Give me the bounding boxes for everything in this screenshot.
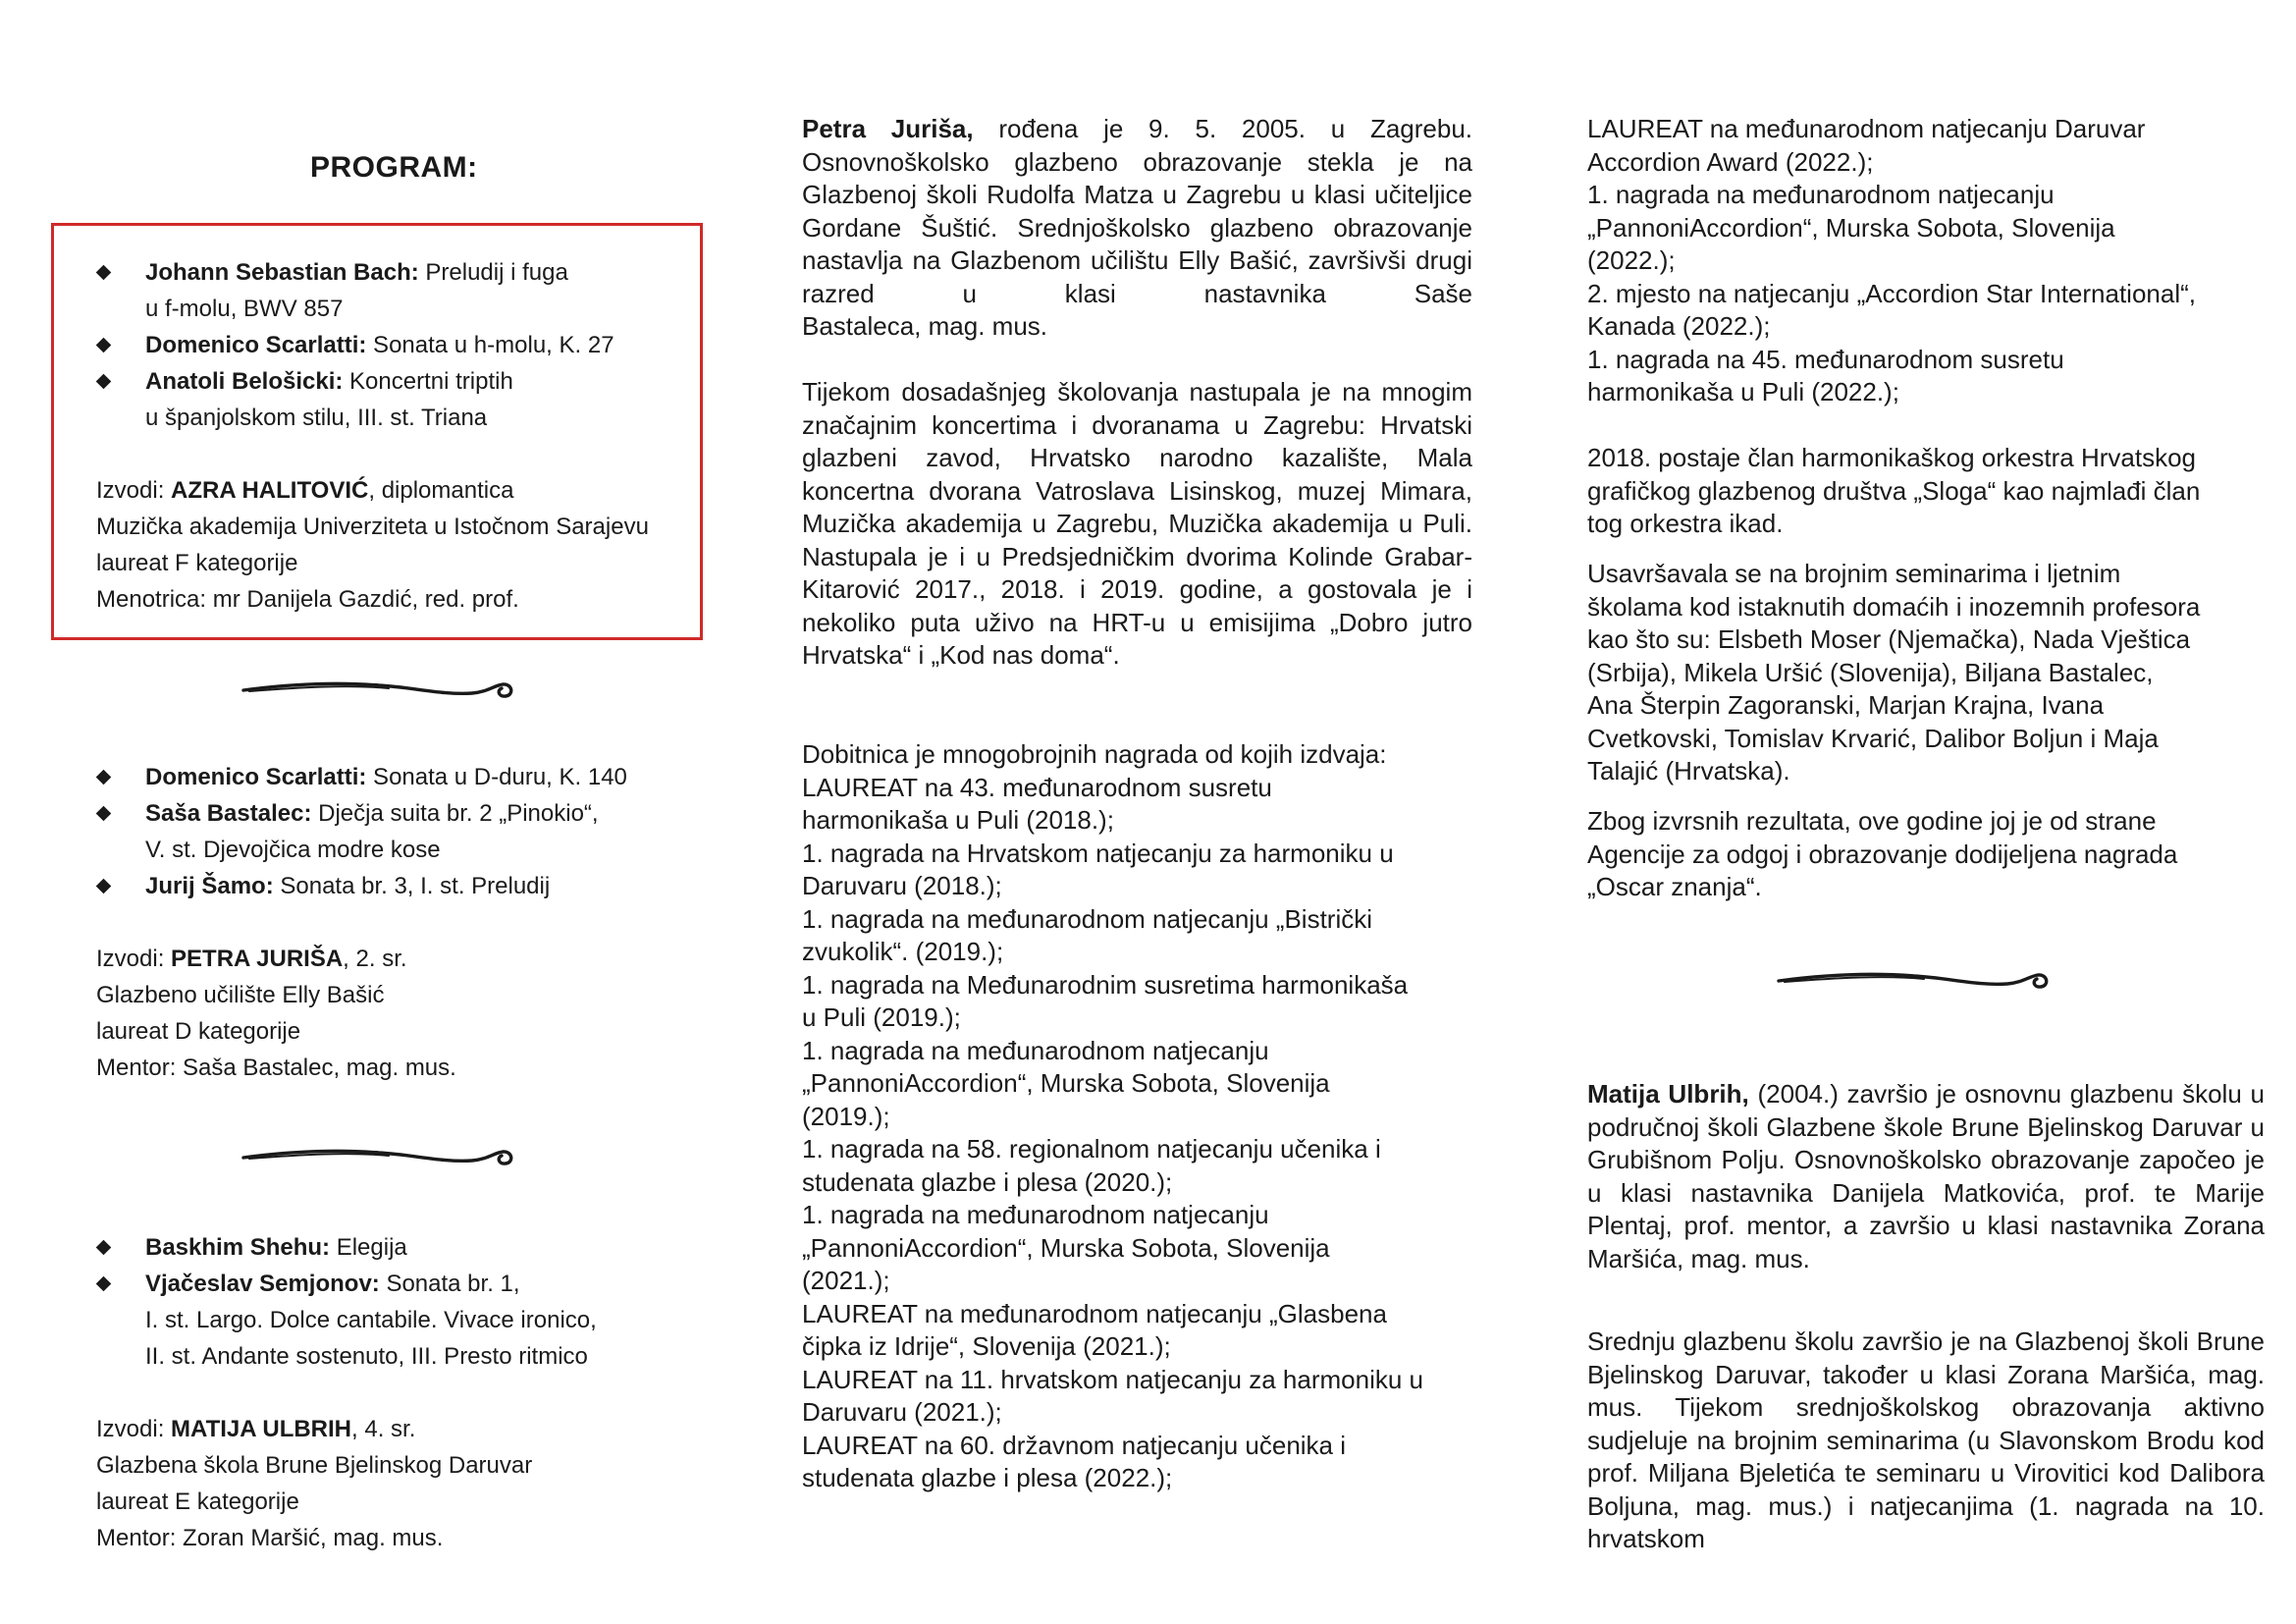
work-title: Sonata br. 3, I. st. Preludij (273, 873, 551, 899)
awards-line: studenata glazbe i plesa (2022.); (802, 1463, 1173, 1492)
performer-school: Glazbeno učilište Elly Bašić (96, 982, 385, 1008)
awards-list (802, 738, 1489, 1495)
performer-mentor: Menotrica: mr Danijela Gazdić, red. prof. (96, 586, 519, 613)
bio-paragraph: Tijekom dosadašnjeg školovanja nastupala je na mnogim značajnim koncertima i dvoranama u Zagrebu: Hrvatski glazbeni zavod, Hrvatsko narodno kazalište, Mala koncertna dvorana Vatroslava Lisinskog, muzej Mimara, Muzička akademija u Zagrebu, Muzička akademija u Puli. Nastupala je i u Predsjedničkim dvorima Kolinde Grabar-Kitarović 2017., 2018. i 2019. godine, a gostovala je i nekoliko puta uživo na HRT-u u emisijima „Dobro jutro Hrvatska“ i „Kod nas doma“. (802, 377, 1472, 670)
performer-mentor: Mentor: Saša Bastalec, mag. mus. (96, 1055, 456, 1081)
awards-line: zvukolik“. (2019.); (802, 937, 1004, 966)
performer-category: laureat F kategorije (96, 550, 298, 576)
performer-line: Izvodi: AZRA HALITOVIĆ, diplomantica (96, 477, 514, 504)
program-piece (96, 1229, 724, 1266)
bio-paragraph: Zbog izvrsnih rezultata, ove godine joj je od strane Agencije za odgoj i obrazovanje dodijeljena nagrada „Oscar znanja“. (1587, 806, 2178, 901)
performer-info (96, 1411, 724, 1556)
work-continuation: I. st. Largo. Dolce cantabile. Vivace ironico, (145, 1307, 597, 1333)
awards-line: LAUREAT na međunarodnom natjecanju Daruvar (1587, 114, 2146, 143)
awards-line: 1. nagrada na Hrvatskom natjecanju za harmoniku u (802, 838, 1394, 868)
performer-category: laureat D kategorije (96, 1018, 301, 1045)
awards-line: Accordion Award (2022.); (1587, 146, 1874, 177)
awards-line: u Puli (2019.); (802, 1002, 961, 1032)
diamond-bullet-icon (96, 879, 112, 894)
performer-category: laureat E kategorije (96, 1489, 299, 1515)
bio-paragraph: Petra Juriša, rođena je 9. 5. 2005. u Zagrebu. Osnovnoškolsko glazbeno obrazovanje stekla je na Glazbenoj školi Rudolfa Matza u Zagrebu u klasi učiteljice Gordane Šuštić. Srednjoškolsko glazbeno obrazovanje nastavlja na Glazbenom učilištu Elly Bašić, završivši drugi razred u klasi nastavnika Saše Bastaleca, mag. mus. (802, 114, 1473, 341)
awards-line: 1. nagrada na 45. međunarodnom susretu (1587, 344, 2064, 374)
work-title: Sonata u h-molu, K. 27 (366, 332, 614, 358)
program-piece (96, 795, 724, 868)
bio-paragraph: Srednju glazbenu školu završio je na Glazbenoj školi Brune Bjelinskog Daruvar, također u klasi Zorana Maršića, mag. mus. Tijekom srednjoškolskog obrazovanja aktivno sudjeluje na brojnim seminarima (u Slavonskom Brodu kod prof. Miljana Bjeletića te seminaru u Virovitici kod Dalibora Boljuna, mag. mus.) i natjecanjima (1. nagrada na 10. hrvatskom (1587, 1326, 2265, 1553)
awards-line: Daruvaru (2018.); (802, 871, 1002, 900)
composer-name: Domenico Scarlatti: (145, 764, 367, 790)
bio-paragraph: Matija Ulbrih, (2004.) završio je osnovnu glazbenu školu u područnoj školi Glazbene škole Brune Bjelinskog Daruvar u Grubišnom Polju. Osnovnoškolsko obrazovanje započeo je u klasi nastavnika Danijela Matkovića, prof. te Marije Plentaj, prof. mentor, a završio u klasi nastavnika Zorana Maršića, mag. mus. (1587, 1079, 2265, 1273)
work-continuation: u f-molu, BWV 857 (145, 296, 344, 322)
awards-list-continued (1587, 113, 2284, 409)
awards-line: (2019.); (802, 1101, 890, 1131)
diamond-bullet-icon (96, 374, 112, 390)
awards-line: Kanada (2022.); (1587, 311, 1771, 341)
awards-line: 1. nagrada na međunarodnom natjecanju (802, 1200, 1269, 1229)
awards-line: harmonikaša u Puli (2022.); (1587, 377, 1899, 406)
ornament-swash-icon (1777, 960, 2052, 1000)
program-block-ulbrih (96, 1229, 724, 1556)
work-continuation: u španjolskom stilu, III. st. Triana (145, 405, 488, 431)
program-piece (96, 327, 724, 363)
bio-paragraph: 2018. postaje član harmonikaškog orkestra Hrvatskog grafičkog glazbenog društva „Sloga“ kao najmlađi član tog orkestra ikad. (1587, 443, 2201, 538)
awards-line: LAUREAT na 43. međunarodnom susretu (802, 772, 1272, 802)
diamond-bullet-icon (96, 265, 112, 281)
awards-line: studenata glazbe i plesa (2020.); (802, 1166, 1173, 1197)
work-title: Sonata br. 1, (379, 1271, 520, 1297)
awards-line: LAUREAT na 60. državnom natjecanju učenika i (802, 1430, 1347, 1460)
performer-line: Izvodi: PETRA JURIŠA, 2. sr. (96, 946, 407, 972)
bio-name: Matija Ulbrih, (1587, 1079, 1749, 1109)
awards-line: (2022.); (1587, 245, 1676, 275)
diamond-bullet-icon (96, 770, 112, 785)
diamond-bullet-icon (96, 1276, 112, 1292)
ornament-swash-icon (241, 1137, 516, 1176)
diamond-bullet-icon (96, 806, 112, 822)
performer-line: Izvodi: MATIJA ULBRIH, 4. sr. (96, 1416, 416, 1442)
awards-line: 2. mjesto na natjecanju „Accordion Star International“, (1587, 278, 2197, 308)
awards-line: Dobitnica je mnogobrojnih nagrada od kojih izdvaja: (802, 739, 1387, 769)
performer-name: PETRA JURIŠA (171, 946, 344, 972)
work-title: Sonata u D-duru, K. 140 (366, 764, 627, 790)
diamond-bullet-icon (96, 338, 112, 353)
composer-name: Vjačeslav Semjonov: (145, 1271, 380, 1297)
composer-name: Anatoli Belošicki: (145, 368, 344, 395)
awards-line: „PannoniAccordion“, Murska Sobota, Slovenija (1587, 212, 2115, 243)
performer-info (96, 941, 724, 1086)
work-title: Koncertni triptih (343, 368, 513, 395)
program-piece (96, 254, 724, 327)
bio-paragraph: Usavršavala se na brojnim seminarima i ljetnim školama kod istaknutih domaćih i inozemnih profesora kao što su: Elsbeth Moser (Njemačka), Nada Vještica (Srbija), Mikela Uršić (Slovenija), Biljana Bastalec, Ana Šterpin Zagoranski, Marjan Krajna, Ivana Cvetkovski, Tomislav Krvarić, Dalibor Boljun i Maja Talajić (Hrvatska). (1587, 559, 2201, 785)
awards-line: 1. nagrada na međunarodnom natjecanju (1587, 180, 2055, 209)
work-title: Preludij i fuga (418, 259, 568, 286)
awards-line: 1. nagrada na Međunarodnim susretima harmonikaša (802, 969, 1409, 1000)
composer-name: Domenico Scarlatti: (145, 332, 367, 358)
program-piece (96, 868, 724, 904)
awards-line: harmonikaša u Puli (2018.); (802, 805, 1114, 835)
work-title: Dječja suita br. 2 „Pinokio“, (311, 800, 599, 827)
diamond-bullet-icon (96, 1240, 112, 1256)
work-continuation: V. st. Djevojčica modre kose (145, 837, 441, 863)
awards-line: (2021.); (802, 1266, 890, 1295)
work-title: Elegija (330, 1234, 407, 1261)
awards-line: 1. nagrada na 58. regionalnom natjecanju učenika i (802, 1134, 1381, 1164)
performer-school: Glazbena škola Brune Bjelinskog Daruvar (96, 1452, 533, 1479)
composer-name: Jurij Šamo: (145, 873, 274, 899)
program-block-halitovic (96, 254, 724, 618)
bio-name: Petra Juriša, (802, 114, 974, 143)
awards-line: „PannoniAccordion“, Murska Sobota, Slovenija (802, 1232, 1330, 1263)
awards-line: čipka iz Idrije“, Slovenija (2021.); (802, 1331, 1171, 1361)
performer-name: AZRA HALITOVIĆ (171, 477, 369, 504)
awards-line: Daruvaru (2021.); (802, 1397, 1002, 1427)
performer-school: Muzička akademija Univerziteta u Istočnom Sarajevu (96, 514, 649, 540)
program-block-jurisa (96, 759, 724, 1086)
awards-line: „PannoniAccordion“, Murska Sobota, Slovenija (802, 1068, 1330, 1098)
performer-name: MATIJA ULBRIH (171, 1416, 352, 1442)
awards-line: LAUREAT na međunarodnom natjecanju „Glasbena (802, 1298, 1387, 1328)
program-piece (96, 1266, 724, 1375)
ornament-swash-icon (241, 670, 516, 709)
awards-line: LAUREAT na 11. hrvatskom natjecanju za harmoniku u (802, 1364, 1423, 1394)
composer-name: Johann Sebastian Bach: (145, 259, 419, 286)
work-continuation: II. st. Andante sostenuto, III. Presto ritmico (145, 1343, 588, 1370)
program-title: PROGRAM: (310, 151, 478, 184)
program-piece (96, 363, 724, 436)
performer-mentor: Mentor: Zoran Maršić, mag. mus. (96, 1525, 444, 1551)
awards-line: 1. nagrada na međunarodnom natjecanju „Bistrički (802, 903, 1373, 934)
awards-line: 1. nagrada na međunarodnom natjecanju (802, 1035, 1269, 1065)
program-piece (96, 759, 724, 795)
performer-info (96, 472, 724, 618)
composer-name: Baskhim Shehu: (145, 1234, 331, 1261)
composer-name: Saša Bastalec: (145, 800, 312, 827)
